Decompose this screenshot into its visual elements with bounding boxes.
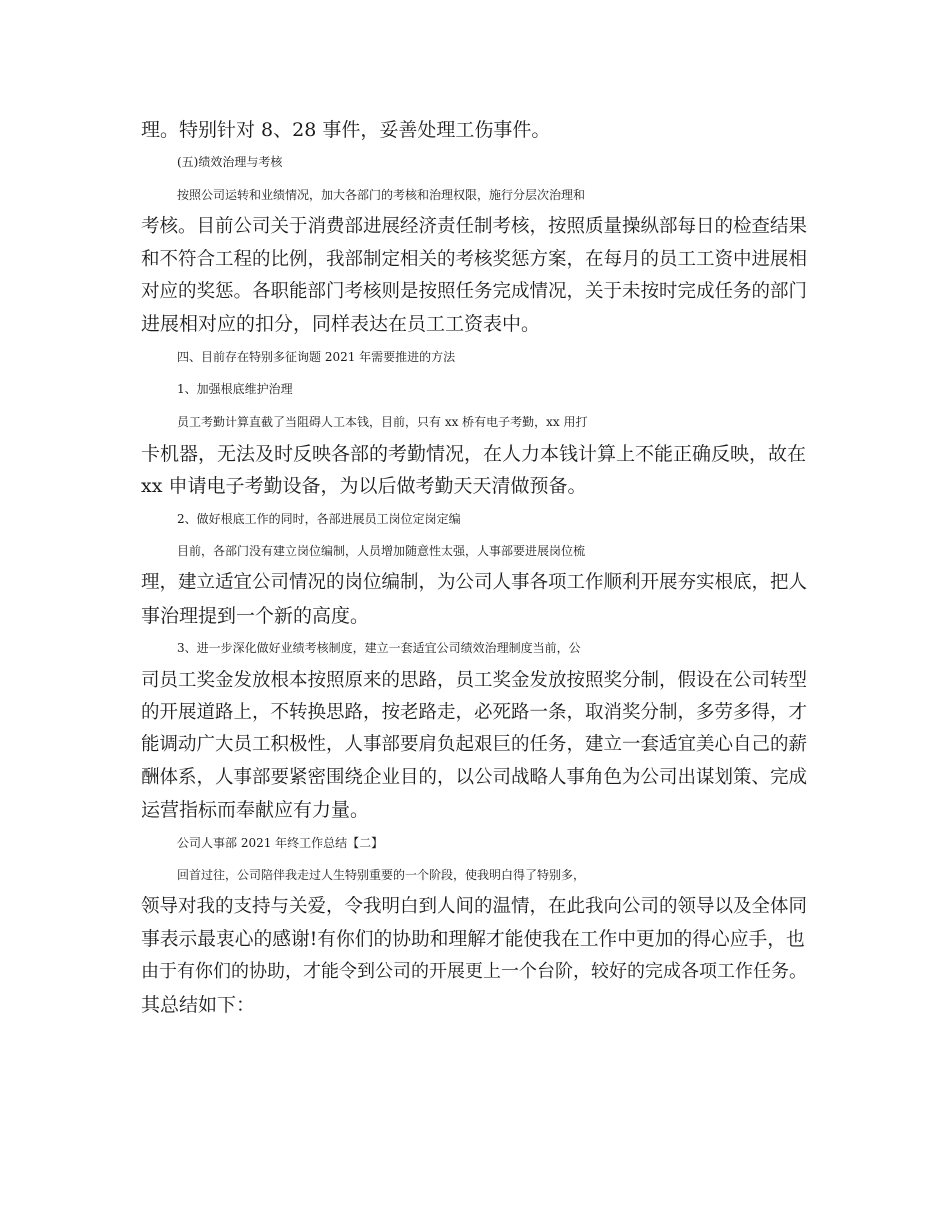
text-line: 卡机器，无法及时反映各部的考勤情况，在人力本钱计算上不能正确反映，故在	[141, 442, 807, 465]
text-line: 事治理提到一个新的高度。	[141, 604, 370, 627]
text-line: 事表示最衷心的感谢!有你们的协助和理解才能使我在工作中更加的得心应手，也	[141, 928, 805, 950]
text-line: 司员工奖金发放根本按照原来的思路，员工奖金发放按照奖分制，假设在公司转型	[141, 669, 808, 691]
text-line: 公司人事部 2021 年终工作总结【二】	[177, 835, 384, 850]
text-line: 1、加强根底维护治理	[177, 382, 293, 397]
text-line: 2、做好根底工作的同时，各部进展员工岗位定岗定编	[177, 511, 461, 526]
text-line: 按照公司运转和业绩情况，加大各部门的考核和治理权限，施行分层次治理和	[177, 187, 586, 202]
text-line: 的开展道路上，不转换思路，按老路走，必死路一条，取消奖分制，多劳多得，才	[141, 702, 808, 724]
text-line: 回首过往，公司陪伴我走过人生特别重要的一个阶段，使我明白得了特别多，	[177, 867, 586, 882]
text-line: 进展相对应的扣分，同样表达在员工工资表中。	[141, 313, 541, 336]
text-line: 理，建立适宜公司情况的岗位编制，为公司人事各项工作顺利开展夯实根底，把人	[141, 572, 808, 594]
text-line: 和不符合工程的比例，我部制定相关的考核奖惩方案，在每月的员工工资中进展相	[141, 248, 808, 270]
text-line: 其总结如下：	[141, 993, 256, 1016]
text-line: 对应的奖惩。各职能部门考核则是按照任务完成情况，关于未按时完成任务的部门	[141, 280, 808, 302]
text-line: 领导对我的支持与关爱，令我明白到人间的温情，在此我向公司的领导以及全体同	[141, 896, 808, 918]
text-line: 考核。目前公司关于消费部进展经济责任制考核，按照质量操纵部每日的检查结果	[141, 216, 808, 238]
document-body	[141, 114, 813, 1021]
text-line: 目前，各部门没有建立岗位编制，人员增加随意性太强，人事部要进展岗位梳	[177, 544, 586, 559]
text-line: 3、进一步深化做好业绩考核制度，建立一套适宜公司绩效治理制度当前，公	[177, 641, 581, 656]
text-line: (五)绩效治理与考核	[177, 155, 283, 170]
text-line: 四、目前存在特别多征询题 2021 年需要推进的方法	[177, 349, 456, 364]
text-line: 员工考勤计算直截了当阻碍人工本钱，目前，只有 xx 桥有电子考勤，xx 用打	[177, 414, 588, 429]
text-line: 能调动广大员工积极性，人事部要肩负起艰巨的任务，建立一套适宜美心自己的薪	[141, 734, 808, 756]
text-line: 理。特别针对 8、28 事件，妥善处理工伤事件。	[141, 119, 551, 141]
text-line: 运营指标而奉献应有力量。	[141, 799, 370, 822]
text-line: 由于有你们的协助，才能令到公司的开展更上一个台阶，较好的完成各项工作任务。	[141, 961, 807, 983]
text-line: 酬体系，人事部要紧密围绕企业目的，以公司战略人事角色为公司出谋划策、完成	[141, 766, 808, 788]
text-line: xx 申请电子考勤设备，为以后做考勤天天清做预备。	[141, 475, 587, 498]
